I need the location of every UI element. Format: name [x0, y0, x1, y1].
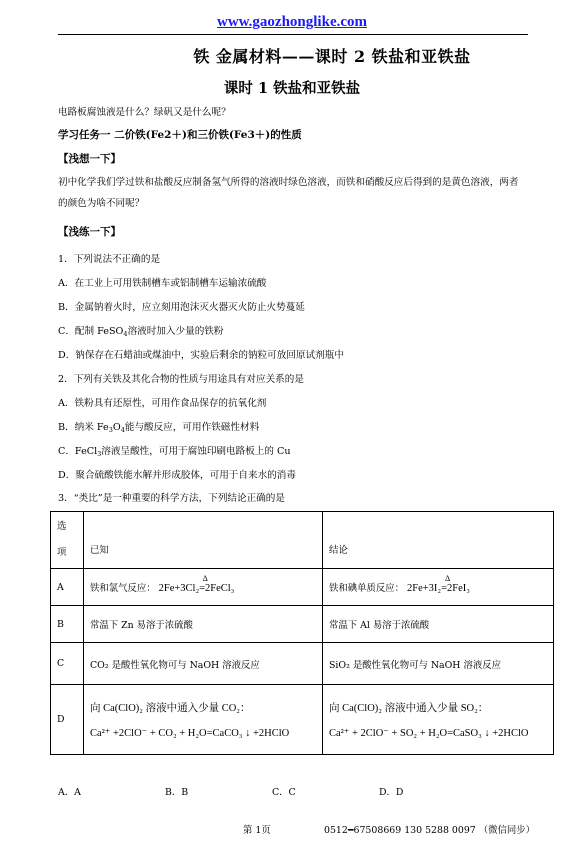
think-heading: 【浅想一下】: [58, 153, 121, 165]
row-a-concl-eq: [407, 574, 470, 594]
row-d-concl-line1: 向 Ca(ClO)₂ 溶液中通入少量 SO₂：: [329, 702, 489, 714]
table-header-conclusion: 结论: [323, 512, 554, 569]
row-b-conclusion: 常温下 Al 易溶于浓硫酸: [323, 606, 554, 643]
row-a-label: A: [51, 569, 84, 606]
q2-c-pre: C．FeCl: [58, 446, 98, 457]
row-a-conclusion: [323, 569, 554, 606]
q1-c-sub: 4: [123, 330, 128, 338]
row-a-known: [84, 569, 323, 606]
q1-c-pre: C．配制 FeSO: [58, 326, 124, 337]
row-d-conclusion: [323, 685, 554, 755]
row-b-label: B: [51, 606, 84, 643]
header-opt-line2: 项: [57, 547, 67, 558]
q1-option-a: A．在工业上可用铁制槽车或铝制槽车运输浓硫酸: [58, 278, 267, 289]
q1-option-c: [58, 325, 224, 341]
table-row: [51, 569, 554, 606]
row-d-known: [84, 685, 323, 755]
q3-answer-b[interactable]: B．B: [165, 787, 189, 798]
header-url-link[interactable]: www.gaozhonglike.com: [217, 14, 367, 30]
task1-heading: 学习任务一 二价铁(Fe2＋)和三价铁(Fe3＋)的性质: [58, 129, 302, 141]
practice-heading: 【浅练一下】: [58, 226, 121, 238]
delta-symbol: Δ: [202, 574, 208, 583]
row-c-conclusion: SiO₂ 是酸性氧化物可与 NaOH 溶液反应: [323, 643, 554, 685]
header-divider: [58, 34, 528, 35]
table-row: [51, 643, 554, 685]
table-header-known: 已知: [84, 512, 323, 569]
row-a-known-text: 铁和氯气反应：: [90, 583, 156, 594]
row-b-known: 常温下 Zn 易溶于浓硫酸: [84, 606, 323, 643]
q3-analogy-table: [50, 511, 554, 755]
q2-c-post: 溶液呈酸性，可用于腐蚀印刷电路板上的 Cu: [101, 446, 291, 457]
row-d-known-line2: Ca²⁺ +2ClO⁻ + CO₂ + H₂O=CaCO₃ ↓ +2HClO: [90, 727, 290, 739]
q3-answer-a[interactable]: A．A: [58, 787, 81, 798]
page-subtitle: 课时 1 铁盐和亚铁盐: [223, 80, 361, 97]
q3-answer-c[interactable]: C．C: [272, 787, 296, 798]
q2-b-post: 能与酸反应，可用作铁磁性材料: [124, 422, 260, 433]
header-opt-line1: 选: [57, 521, 67, 532]
q2-b-pre: B．纳米 Fe: [58, 422, 109, 433]
q1-option-b: B．金属钠着火时，应立刻用泡沫灭火器灭火防止火势蔓延: [58, 302, 305, 313]
q1-stem: 1．下列说法不正确的是: [58, 254, 161, 265]
row-c-label: C: [51, 643, 84, 685]
intro-text: 电路板腐蚀液是什么？绿矾又是什么呢？: [58, 107, 231, 118]
q2-option-d: D．聚合硫酸铁能水解并形成胶体，可用于自来水的消毒: [58, 470, 296, 481]
row-c-known: CO₂ 是酸性氧化物可与 NaOH 溶液反应: [84, 643, 323, 685]
row-a-concl-text: 铁和碘单质反应：: [329, 583, 405, 594]
q2-b-sub1: 3: [108, 426, 113, 434]
row-a-concl-eq-text: 2Fe+3I₂=2FeI₃: [407, 583, 470, 594]
q2-b-sub2: 4: [120, 426, 125, 434]
q1-option-d: D．钠保存在石蜡油或煤油中，实验后剩余的钠粒可放回原试剂瓶中: [58, 350, 344, 361]
row-d-concl-line2: Ca²⁺ + 2ClO⁻ + SO₂ + H₂O=CaSO₃ ↓ +2HClO: [329, 727, 529, 739]
q2-option-b: [58, 421, 259, 437]
q2-stem: 2．下列有关铁及其化合物的性质与用途具有对应关系的是: [58, 374, 304, 385]
q3-answer-d[interactable]: D．D: [379, 787, 404, 798]
table-row: [51, 685, 554, 755]
row-a-known-eq-text: 2Fe+3Cl₂=2FeCl₃: [158, 583, 235, 594]
page-title: 铁 金属材料——课时 2 铁盐和亚铁盐: [193, 47, 471, 66]
q2-option-a: A．铁粉具有还原性，可用作食品保存的抗氧化剂: [58, 398, 267, 409]
q2-c-sub: 3: [97, 450, 102, 458]
table-row: [51, 606, 554, 643]
delta-symbol: Δ: [445, 574, 451, 583]
q2-option-c: [58, 445, 291, 461]
row-d-label: D: [51, 685, 84, 755]
think-text: 初中化学我们学过铁和盐酸反应制备氢气所得的溶液时绿色溶液，而铁和硝酸反应后得到的是黄色溶液，两者的颜色为啥不同呢？: [58, 177, 519, 209]
table-row-header: [51, 512, 554, 569]
q3-stem: 3．“类比”是一种重要的科学方法，下列结论正确的是: [58, 493, 285, 504]
footer-phone: 0512━67508669 130 5288 0097 （微信同步）: [324, 825, 536, 836]
q1-c-post: 溶液时加入少量的铁粉: [127, 326, 224, 337]
table-header-option: [51, 512, 84, 569]
row-a-known-eq: [158, 574, 235, 594]
footer-page-number: 第 1页: [243, 825, 271, 836]
q2-b-mid: O: [112, 422, 121, 433]
row-d-known-line1: 向 Ca(ClO)₂ 溶液中通入少量 CO₂：: [90, 702, 251, 714]
